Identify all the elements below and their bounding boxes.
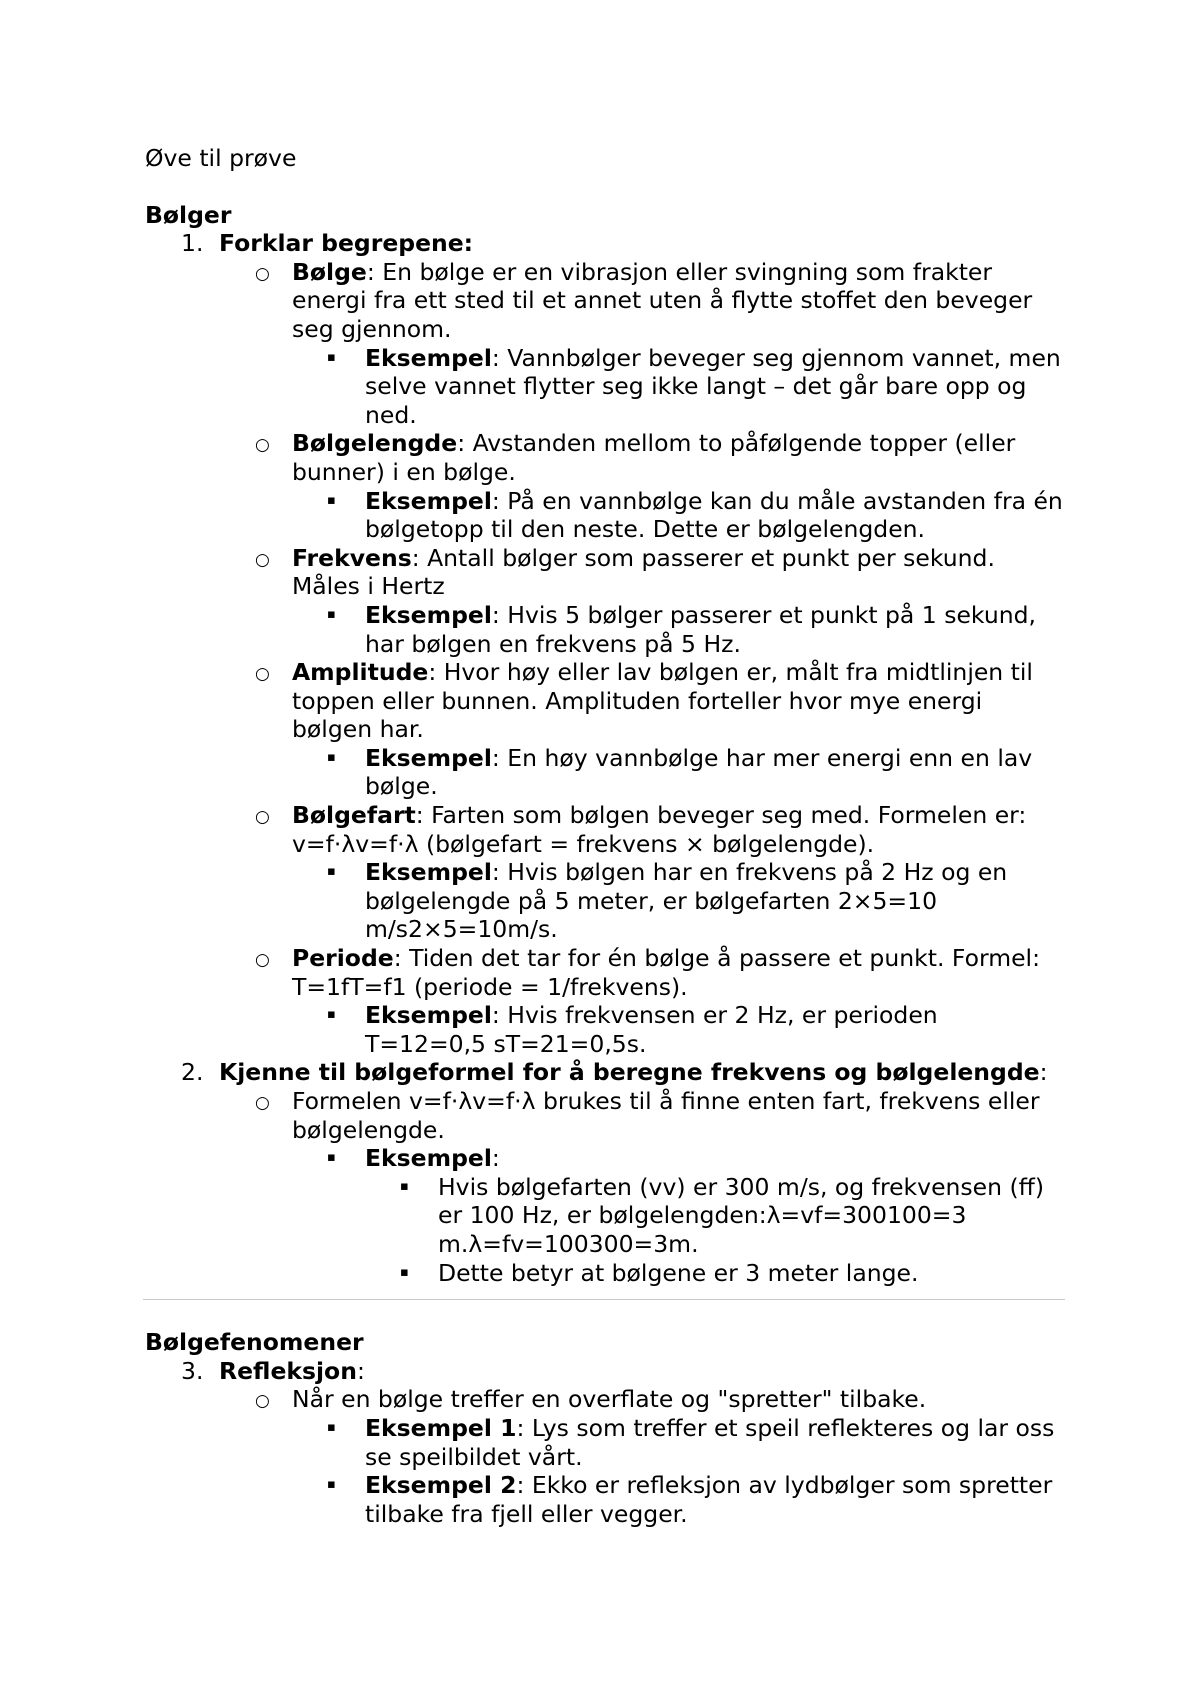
example-item xyxy=(145,344,1065,430)
list-item-label: Kjenne til bølgeformel for å beregne frekvens og bølgelengde xyxy=(219,1058,1040,1087)
square-bullet-icon: ▪ xyxy=(327,1007,336,1023)
term-name: Bølgefart xyxy=(292,801,416,830)
square-bullet-icon: ▪ xyxy=(400,1178,409,1194)
example-text: : Hvis 5 bølger passerer et punkt på 1 sekund, har bølgen en frekvens på 5 Hz. xyxy=(365,600,1036,658)
example-item xyxy=(145,744,1065,801)
list-item-3: 3. Refleksjon: xyxy=(181,1356,365,1385)
term-name: Frekvens xyxy=(292,543,412,572)
term-definition: : Antall bølger som passerer et punkt per sekund. Måles i Hertz xyxy=(292,543,995,601)
numbered-list xyxy=(145,1357,1065,1529)
circle-bullet-icon: ○ xyxy=(255,263,270,284)
horizontal-divider xyxy=(143,1299,1065,1300)
term-definition: : Tiden det tar for én bølge å passere et punkt. Formel: T=1fT=f1 (periode = 1/frekvens). xyxy=(292,944,1041,1001)
list-number: 3. xyxy=(181,1356,204,1385)
term-item xyxy=(145,258,1065,344)
example-label: Eksempel 2 xyxy=(365,1471,517,1500)
example-label: Eksempel 1 xyxy=(365,1413,517,1442)
term-item xyxy=(145,429,1065,486)
square-bullet-icon: ▪ xyxy=(327,749,336,765)
list-item-1 xyxy=(145,229,1065,258)
example-point xyxy=(145,1173,1065,1259)
square-bullet-icon: ▪ xyxy=(400,1264,409,1280)
example-text: : Lys som treffer et speil reflekteres og lar oss se speilbildet vårt. xyxy=(365,1413,1055,1471)
square-bullet-icon: ▪ xyxy=(327,1419,336,1435)
term-name: Periode xyxy=(292,944,394,973)
term-item xyxy=(145,801,1065,858)
term-item xyxy=(145,944,1065,1001)
circle-bullet-icon: ○ xyxy=(255,807,270,828)
example-label: Eksempel xyxy=(365,343,492,372)
section-bolger xyxy=(145,201,1065,1288)
example-point xyxy=(145,1259,1065,1288)
square-bullet-icon: ▪ xyxy=(327,606,336,622)
circle-bullet-icon: ○ xyxy=(255,1093,270,1113)
formula-text: Formelen v=f⋅λv=f⋅λ brukes til å finne enten fart, frekvens eller bølgelengde. xyxy=(292,1087,1040,1144)
example-label: Eksempel xyxy=(365,743,492,772)
term-definition: : Hvor høy eller lav bølgen er, målt fra midtlinjen til toppen eller bunnen. Amplituden forteller hvor mye energi bølgen har. xyxy=(292,658,1033,744)
list-item-label: Refleksjon xyxy=(219,1356,357,1385)
example-item xyxy=(145,1001,1065,1058)
term-item xyxy=(145,544,1065,601)
example-item xyxy=(145,487,1065,544)
list-item-2: 2. Kjenne til bølgeformel for å beregne frekvens og bølgelengde: xyxy=(181,1058,1048,1087)
example-label: Eksempel xyxy=(365,486,492,515)
term-name: Bølge xyxy=(292,257,367,286)
section-bolgefenomener xyxy=(145,1328,1065,1528)
example-label: Eksempel xyxy=(365,1001,492,1030)
example-text: : Hvis bølgen har en frekvens på 2 Hz og en bølgelengde på 5 meter, er bølgefarten 2×5=10 m/s2×5=10m/s. xyxy=(365,858,1008,944)
definition-item xyxy=(145,1385,1065,1414)
term-name: Bølgelengde xyxy=(292,429,458,458)
term-item xyxy=(145,658,1065,744)
circle-bullet-icon: ○ xyxy=(255,435,270,456)
square-bullet-icon: ▪ xyxy=(327,864,336,880)
example-point-text: Dette betyr at bølgene er 3 meter lange. xyxy=(438,1258,919,1287)
example-text: : På en vannbølge kan du måle avstanden fra én bølgetopp til den neste. Dette er bølgelengden. xyxy=(365,486,1063,544)
numbered-list xyxy=(145,229,1065,1287)
example-text: : Vannbølger beveger seg gjennom vannet, men selve vannet flytter seg ikke langt – det går bare opp og ned. xyxy=(365,343,1061,429)
circle-bullet-icon: ○ xyxy=(255,1391,270,1412)
formula-item xyxy=(145,1087,1065,1144)
term-definition: : Farten som bølgen beveger seg med. Formelen er: v=f⋅λv=f⋅λ (bølgefart = frekvens × bølgelengde). xyxy=(292,801,1027,858)
example-item xyxy=(145,601,1065,658)
section-heading: Bølgefenomener xyxy=(145,1328,364,1357)
example-text: : En høy vannbølge har mer energi enn en lav bølge. xyxy=(365,743,1033,801)
section-heading: Bølger xyxy=(145,200,232,229)
list-number: 2. xyxy=(181,1058,204,1087)
example-text: : Hvis frekvensen er 2 Hz, er perioden T=12=0,5 sT=21=0,5s. xyxy=(365,1001,938,1058)
square-bullet-icon: ▪ xyxy=(327,349,336,365)
term-name: Amplitude xyxy=(292,658,429,687)
example-text: : Ekko er refleksjon av lydbølger som spretter tilbake fra fjell eller vegger. xyxy=(365,1471,1053,1528)
example-label: Eksempel xyxy=(365,1144,492,1173)
document-title: Øve til prøve xyxy=(145,144,297,172)
circle-bullet-icon: ○ xyxy=(255,950,270,971)
term-definition: : Avstanden mellom to påfølgende topper (eller bunner) i en bølge. xyxy=(292,429,1016,486)
document-page xyxy=(145,144,1065,1528)
example-item xyxy=(145,1471,1065,1528)
term-definition: : En bølge er en vibrasjon eller svingning som frakter energi fra ett sted til et annet uten å flytte stoffet den beveger seg gjennom. xyxy=(292,257,1033,343)
circle-bullet-icon: ○ xyxy=(255,664,270,685)
example-item: ▪ Eksempel: xyxy=(327,1144,500,1173)
list-item-label: Forklar begrepene: xyxy=(219,229,474,258)
example-point-text: Hvis bølgefarten (vv) er 300 m/s, og frekvensen (ff) er 100 Hz, er bølgelengden:λ=vf=300100=3 m.λ=fv=100300=3m. xyxy=(438,1172,1045,1258)
example-item xyxy=(145,1414,1065,1471)
square-bullet-icon: ▪ xyxy=(327,492,336,508)
square-bullet-icon: ▪ xyxy=(327,1477,336,1493)
example-label: Eksempel xyxy=(365,600,492,629)
circle-bullet-icon: ○ xyxy=(255,549,270,570)
example-item xyxy=(145,858,1065,944)
square-bullet-icon: ▪ xyxy=(327,1150,336,1166)
list-number: 1. xyxy=(181,229,204,258)
example-label: Eksempel xyxy=(365,858,492,887)
definition-text: Når en bølge treffer en overflate og "spretter" tilbake. xyxy=(292,1385,927,1414)
